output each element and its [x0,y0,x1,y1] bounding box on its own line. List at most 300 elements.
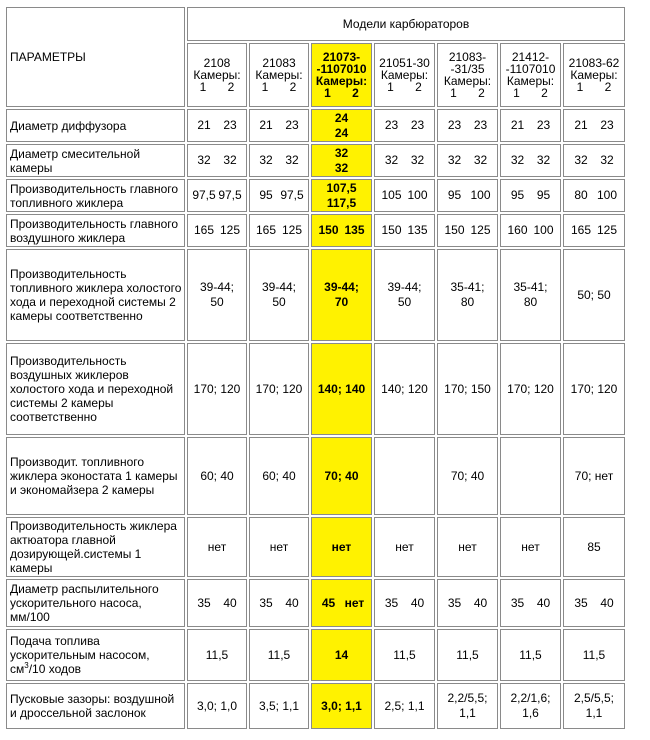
value-cell [249,343,309,435]
param-column-header-label: ПАРАМЕТРЫ [10,50,86,64]
model-name: 21051-30 [379,56,430,70]
table-wrapper [4,5,627,731]
value: 50 [397,295,412,309]
value-1: 35 [197,595,211,610]
value: 80 [460,295,475,309]
value-cell [249,214,309,247]
model-name: -1107010 [316,62,367,76]
value: 70; 40 [450,468,485,483]
value-1: 32 [259,153,273,167]
value-cell [437,109,498,142]
value-cell [563,683,625,729]
value-1: 21 [197,118,211,132]
model-name: 21073- [322,50,361,64]
value-cell [249,249,309,341]
cam-1: 1 [450,86,457,100]
value: 3,0; 1,1 [321,698,362,713]
cam-numbers [564,81,624,93]
value-pair [569,596,619,610]
value: 60; 40 [262,468,296,483]
value-cell [311,437,372,515]
value-1: 45 [321,595,336,610]
value-1: 95 [447,188,462,202]
value-2: 40 [410,595,425,610]
cam-numbers [188,81,246,93]
value-cell [563,109,625,142]
value-2: 95 [536,188,551,202]
value-1: 35 [510,595,525,610]
value-2: 100 [596,188,618,202]
value-cell [374,437,435,515]
value-cell [187,343,247,435]
value-pair [380,153,430,167]
value-cell [187,517,247,577]
value-cell [187,144,247,177]
value-cell [249,437,309,515]
value-cell [500,179,561,212]
cam-1: 1 [513,86,520,100]
value-1: 21 [574,118,588,132]
value-cell [437,579,498,627]
value-cell [187,109,247,142]
value: 14 [334,647,349,662]
table-row [6,437,625,515]
value-2: 23 [536,118,551,132]
value: 11,5 [267,647,291,662]
value-pair [443,223,493,237]
value-cell [249,179,309,212]
table-row [6,343,625,435]
value-cell [563,579,625,627]
table-row [6,179,625,212]
value-cell [249,109,309,142]
value: 80 [523,295,538,309]
value-1: 80 [574,188,588,202]
cam-2: 2 [227,80,235,94]
cam-1: 1 [324,86,331,100]
model-name: -31/35 [450,62,485,76]
value: 32 [334,145,349,160]
value-pair [506,596,556,610]
cam-label: Камеры: [570,68,618,82]
value-pair [192,596,242,610]
value-1: 95 [510,188,525,202]
value-cell [500,343,561,435]
param-cell: Производительность жиклера актюатора главной дозирующей.системы 1 камеры [6,517,185,577]
value: 39-44; [199,280,235,294]
value-pair [443,188,493,202]
value-pair [569,118,619,132]
value-cell [563,437,625,515]
model-name: 21083-62 [568,56,620,70]
value-1: 35 [574,595,588,610]
value: 35-41; [450,280,485,294]
model-header-5 [500,43,561,107]
value-1: 105 [381,188,402,202]
value-2: 32 [223,153,237,167]
table-row [6,144,625,177]
value-cell [311,683,372,729]
cam-label: Камеры: [506,74,555,88]
cam-1: 1 [261,80,269,94]
value: 50 [272,295,286,309]
value-1: 150 [381,223,402,237]
value: 39-44; [324,280,359,294]
table-row [6,249,625,341]
cam-1: 1 [387,80,394,94]
value-2: 40 [600,595,614,610]
value-cell [500,109,561,142]
value-cell [311,517,372,577]
value-cell [374,683,435,729]
value: 32 [334,160,349,175]
value-1: 32 [197,153,211,167]
cam-numbers [312,87,371,99]
model-name: -1107010 [505,62,556,76]
value-cell [563,343,625,435]
value: 1,1 [459,706,476,720]
value: 140; 140 [317,381,366,396]
value-cell [500,517,561,577]
value-pair [380,118,430,132]
value-pair [506,118,556,132]
value-cell [311,249,372,341]
value-cell [437,629,498,681]
value: 3,5; 1,1 [258,698,300,713]
model-header-6 [563,43,625,107]
value-pair [443,118,493,132]
value-cell [187,579,247,627]
cam-numbers [250,81,308,93]
superscript: 3 [24,661,29,670]
cam-label: Камеры: [315,74,368,88]
value-1: 95 [259,188,273,202]
param-cell: Производительность главного воздушного жиклера [6,214,185,247]
value-2: 32 [536,153,551,167]
value-2: 23 [410,118,425,132]
value: 170; 120 [255,381,303,396]
value: нет [395,539,414,554]
value-2: 23 [600,118,614,132]
param-cell: Производительность главного топливного жиклера [6,179,185,212]
param-cell: Диаметр диффузора [6,109,185,142]
value-2: 40 [223,595,237,610]
value-cell [563,144,625,177]
value-1: 165 [570,223,592,237]
cam-2: 2 [478,86,485,100]
value-1: 32 [384,153,399,167]
value-pair [443,596,493,610]
model-name: 21083 [262,56,296,70]
value-pair [506,223,556,237]
value: 50 [210,295,224,309]
value-pair [317,596,367,610]
cam-2: 2 [415,80,422,94]
model-name: 21083- [448,50,487,64]
value: 85 [587,539,601,554]
value-pair [254,153,304,167]
value: 60; 40 [200,468,234,483]
value-cell [187,179,247,212]
value-pair [192,118,242,132]
value-cell [374,517,435,577]
value-1: 21 [259,118,273,132]
value-cell [500,683,561,729]
value-cell [374,179,435,212]
value: 170; 120 [507,381,554,396]
value-1: 23 [384,118,399,132]
value-cell [374,343,435,435]
cam-label: Камеры: [255,68,303,82]
value-1: 160 [507,223,528,237]
cam-label: Камеры: [193,68,241,82]
value-cell [563,249,625,341]
value-cell [187,437,247,515]
cam-2: 2 [604,80,612,94]
value: 170; 120 [570,381,618,396]
value-cell [500,629,561,681]
value: нет [207,539,227,554]
param-cell: Производительность воздушных жиклеров холостого хода и переходной системы 2 камеры соответственно [6,343,185,435]
value-pair [569,153,619,167]
value-1: 21 [510,118,525,132]
value-cell [500,437,561,515]
value-cell [249,629,309,681]
value-1: 35 [384,595,399,610]
value-pair [254,596,304,610]
value-1: 32 [447,153,462,167]
value: нет [521,539,540,554]
value-2: 97,5 [218,188,242,202]
cam-numbers [375,81,434,93]
value-cell [563,517,625,577]
value-pair [506,153,556,167]
value-cell [374,144,435,177]
cam-2: 2 [352,86,359,100]
value-cell [311,579,372,627]
value: 140; 120 [381,381,428,396]
value-2: 135 [407,223,428,237]
value: 50; 50 [577,287,611,302]
value-cell [437,683,498,729]
cam-label: Камеры: [380,68,429,82]
value-2: 125 [470,223,491,237]
value: 24 [334,125,349,140]
value-pair [192,223,242,237]
table-row [6,517,625,577]
value-2: 32 [473,153,488,167]
cam-numbers [438,87,497,99]
value-pair [569,223,619,237]
value: 11,5 [205,647,229,662]
value-cell [437,249,498,341]
value-cell [311,144,372,177]
value-pair [317,223,367,237]
param-cell: Диаметр смесительной камеры [6,144,185,177]
value-pair [254,188,304,202]
value-cell [437,144,498,177]
value-1: 150 [444,223,465,237]
param-column-header [6,7,185,107]
value-2: 23 [223,118,237,132]
cam-2: 2 [541,86,548,100]
models-group-header [187,7,625,41]
value: 2,5; 1,1 [384,698,425,713]
value-1: 35 [447,595,462,610]
value-2: 135 [344,223,365,237]
carburetor-parameters-table [4,5,627,731]
value: 117,5 [326,195,357,210]
value-1: 32 [574,153,588,167]
value: 3,0; 1,0 [196,698,238,713]
value-2: 32 [600,153,614,167]
value-2: 125 [596,223,618,237]
value-cell [311,629,372,681]
value-cell [374,629,435,681]
value-cell [187,629,247,681]
value: 1,6 [522,706,539,720]
cam-1: 1 [576,80,584,94]
value: нет [269,539,289,554]
value-2: 32 [285,153,299,167]
value: 39-44; [261,280,297,294]
value-pair [443,153,493,167]
cam-label: Камеры: [443,74,492,88]
param-text: Подача топлива ускорительным насосом, см [10,634,150,676]
value: 2,2/5,5; [447,691,488,705]
value-pair [192,153,242,167]
value: 11,5 [456,647,479,662]
value-cell [500,214,561,247]
value-pair [254,118,304,132]
value-pair [254,223,304,237]
value-2: 40 [285,595,299,610]
value-cell [563,179,625,212]
models-title: Модели карбюраторов [342,17,470,31]
value-2: 100 [470,188,491,202]
value: нет [458,539,477,554]
value-2: 125 [281,223,303,237]
value-2: 40 [473,595,488,610]
table-row [6,629,625,681]
value-pair [380,223,430,237]
value-cell [311,179,372,212]
value-2: 100 [407,188,428,202]
model-header-2 [311,43,372,107]
table-row [6,683,625,729]
param-cell: Производит. топливного жиклера эконостата 1 камеры и экономайзера 2 камеры [6,437,185,515]
param-cell: Производительность топливного жиклера холостого хода и переходной системы 2 камеры соответственно [6,249,185,341]
cam-numbers [501,87,560,99]
param-cell [6,629,185,681]
value-2: 32 [410,153,425,167]
value-cell [374,579,435,627]
value: 24 [334,110,349,125]
value-2: 97,5 [280,188,304,202]
value-cell [500,144,561,177]
value: 107,5 [326,180,357,195]
value: 11,5 [582,647,606,662]
model-header-4 [437,43,498,107]
value: 170; 150 [444,381,491,396]
value-2: 23 [473,118,488,132]
value-cell [437,214,498,247]
value-pair [506,188,556,202]
value: 170; 120 [193,381,241,396]
value-cell [249,144,309,177]
model-header-0 [187,43,247,107]
value-cell [563,629,625,681]
value-cell [187,683,247,729]
value-1: 35 [259,595,273,610]
value-cell [187,249,247,341]
value: 70 [334,295,349,309]
value-2: 125 [219,223,241,237]
value-2: нет [344,595,365,610]
value-1: 165 [193,223,215,237]
value-2: 23 [285,118,299,132]
value-1: 32 [510,153,525,167]
value-1: 23 [447,118,462,132]
value-cell [311,109,372,142]
param-cell: Диаметр распылительного ускорительного насоса, мм/100 [6,579,185,627]
value-cell [437,437,498,515]
value: 39-44; [387,280,422,294]
value-cell [374,249,435,341]
value-1: 165 [255,223,277,237]
value-cell [311,343,372,435]
value-cell [437,343,498,435]
value-cell [374,109,435,142]
value-2: 100 [533,223,554,237]
model-header-1 [249,43,309,107]
value-1: 97,5 [192,188,216,202]
value-pair [192,188,242,202]
value: 35-41; [513,280,548,294]
table-row [6,579,625,627]
value: 70; 40 [324,468,359,483]
value-pair [380,596,430,610]
value-pair [380,188,430,202]
model-name: 2108 [203,56,231,70]
table-row [6,109,625,142]
value-cell [374,214,435,247]
model-name: 21412- [511,50,550,64]
value-cell [187,214,247,247]
cam-1: 1 [199,80,207,94]
value-2: 40 [536,595,551,610]
value: 1,1 [585,706,603,720]
cam-2: 2 [289,80,297,94]
value-cell [500,579,561,627]
value: нет [331,539,352,554]
table-row [6,214,625,247]
value-cell [500,249,561,341]
value: 11,5 [519,647,542,662]
value-cell [311,214,372,247]
param-cell: Пусковые зазоры: воздушной и дроссельной заслонок [6,683,185,729]
value-cell [249,579,309,627]
value-cell [437,517,498,577]
value-cell [249,683,309,729]
value: 11,5 [393,647,416,662]
param-text: /10 ходов [28,662,82,676]
value: 70; нет [574,468,614,483]
value-cell [437,179,498,212]
header-row-title [6,7,625,41]
value-cell [249,517,309,577]
value: 2,2/1,6; [510,691,551,705]
